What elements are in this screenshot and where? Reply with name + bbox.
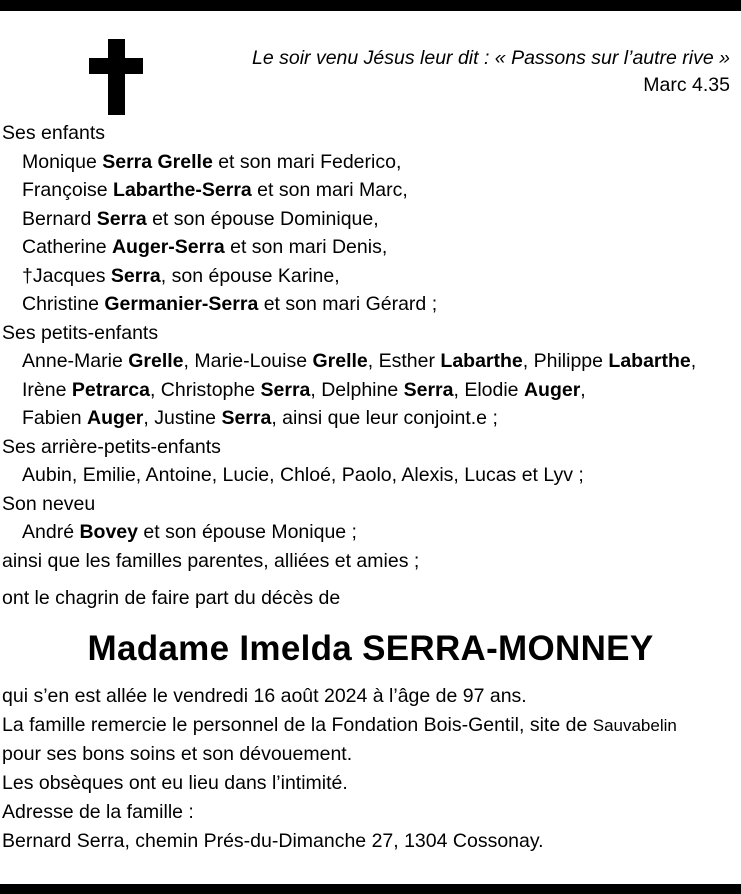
closing-block [0, 682, 741, 856]
closing-line-age: qui s’en est allée le vendredi 16 août 2024 à l’âge de 97 ans. [2, 684, 527, 707]
closing-line-address-label: Adresse de la famille : [2, 800, 194, 823]
notice-header [0, 11, 741, 119]
cross-icon [89, 39, 143, 115]
closing-line-thanks [2, 711, 739, 740]
list-item: André Bovey et son épouse Monique ; [22, 521, 357, 543]
closing-line-care: pour ses bons soins et son dévouement. [2, 742, 353, 765]
list-item: Fabien Auger, Justine Serra, ainsi que leur conjoint.e ; [22, 407, 498, 429]
verse-block [226, 25, 735, 99]
list-item: Anne-Marie Grelle, Marie-Louise Grelle, Esther Labarthe, Philippe Labarthe, [22, 350, 697, 372]
closing-line-funeral: Les obsèques ont eu lieu dans l’intimité. [2, 771, 348, 794]
list-item: Françoise Labarthe-Serra et son mari Marc, [22, 179, 408, 201]
verse-text: Le soir venu Jésus leur dit : « Passons sur l’autre rive » [252, 47, 730, 69]
group-title-nephew: Son neveu [2, 492, 96, 515]
list-item: †Jacques Serra, son épouse Karine, [22, 264, 340, 287]
group-title-grandchildren: Ses petits-enfants [2, 321, 159, 344]
list-item: Bernard Serra et son épouse Dominique, [22, 207, 379, 230]
announcement-line: ont le chagrin de faire part du décès de [2, 587, 341, 609]
list-item: Catherine Auger-Serra et son mari Denis, [22, 236, 388, 258]
group-title-great-grandchildren: Ses arrière-petits-enfants [2, 435, 221, 458]
closing-line-address: Bernard Serra, chemin Prés-du-Dimanche 27, 1304 Cossonay. [2, 829, 544, 852]
list-item: Christine Germanier-Serra et son mari Gérard ; [22, 293, 438, 315]
group-title-children: Ses enfants [2, 122, 105, 144]
verse-reference: Marc 4.35 [643, 74, 730, 96]
list-item: Monique Serra Grelle et son mari Federico, [22, 150, 402, 173]
bottom-rule [0, 884, 741, 894]
thanks-text: La famille remercie le personnel de la Fondation Bois-Gentil, site de [2, 713, 593, 736]
deceased-name: Madame Imelda SERRA-MONNEY [87, 628, 654, 668]
list-item: Irène Petrarca, Christophe Serra, Delphine Serra, Elodie Auger, [22, 378, 586, 401]
survivors-block [0, 119, 741, 613]
list-item: Aubin, Emilie, Antoine, Lucie, Chloé, Paolo, Alexis, Lucas et Lyv ; [22, 464, 584, 486]
cross-icon-wrap [6, 25, 226, 115]
top-rule [0, 0, 741, 11]
thanks-site: Sauvabelin [592, 715, 677, 735]
families-line: ainsi que les familles parentes, alliées et amies ; [2, 549, 420, 572]
